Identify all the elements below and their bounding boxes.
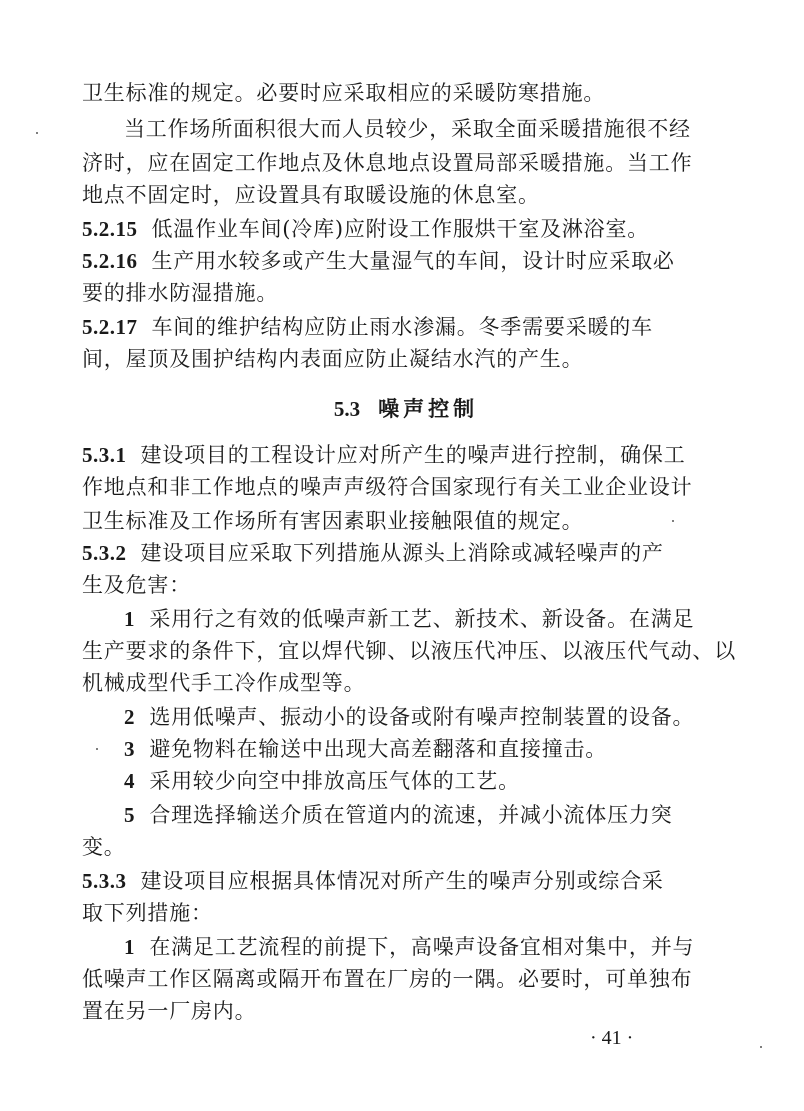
- paragraph-line: 机械成型代手工冷作成型等。: [82, 671, 366, 695]
- section-heading: [0, 394, 804, 424]
- section-number: 5.3: [333, 397, 361, 421]
- clause-number: 5.3.3: [82, 869, 127, 893]
- clause-5-2-16: 5.2.16 生产用水较多或产生大量湿气的车间，设计时应采取必: [82, 249, 675, 273]
- section-title: 噪声控制: [378, 396, 479, 421]
- scan-speck: [672, 520, 674, 522]
- list-item-5: 5 合理选择输送介质在管道内的流速，并减小流体压力突: [124, 803, 673, 827]
- paragraph-line: 要的排水防湿措施。: [82, 281, 279, 305]
- list-number: 4: [124, 769, 136, 793]
- clause-number: 5.2.16: [82, 249, 138, 273]
- list-number: 3: [124, 737, 136, 761]
- paragraph-line: 低噪声工作区隔离或隔开布置在厂房的一隅。必要时，可单独布: [82, 967, 693, 991]
- paragraph-line: 间，屋顶及围护结构内表面应防止凝结水汽的产生。: [82, 347, 584, 371]
- list-item-1b: 1 在满足工艺流程的前提下，高噪声设备宜相对集中，并与: [124, 935, 695, 959]
- clause-5-2-17: 5.2.17 车间的维护结构应防止雨水渗漏。冬季需要采暖的车: [82, 315, 653, 339]
- list-item-2: 2 选用低噪声、振动小的设备或附有噪声控制装置的设备。: [124, 705, 695, 729]
- paragraph-line: 变。: [82, 835, 126, 859]
- paragraph-line: 卫生标准的规定。必要时应采取相应的采暖防寒措施。: [82, 81, 606, 105]
- list-item-3: 3 避免物料在输送中出现大高差翻落和直接撞击。: [124, 737, 608, 761]
- clause-number: 5.2.15: [82, 217, 138, 241]
- paragraph-line: 置在另一厂房内。: [82, 999, 257, 1023]
- paragraph-line: 取下列措施：: [82, 901, 213, 925]
- scan-speck: [96, 748, 98, 750]
- clause-number: 5.2.17: [82, 315, 138, 339]
- paragraph-line: 作地点和非工作地点的噪声声级符合国家现行有关工业企业设计: [82, 475, 693, 499]
- scan-speck: [36, 132, 38, 134]
- list-number: 1: [124, 935, 136, 959]
- list-item-4: 4 采用较少向空中排放高压气体的工艺。: [124, 769, 520, 793]
- clause-5-3-1: 5.3.1 建设项目的工程设计应对所产生的噪声进行控制，确保工: [82, 443, 686, 467]
- list-number: 1: [124, 607, 136, 631]
- paragraph-line: 生产要求的条件下，宜以焊代铆、以液压代冲压、以液压代气动、以: [82, 639, 736, 663]
- clause-5-3-2: 5.3.2 建设项目应采取下列措施从源头上消除或减轻噪声的产: [82, 541, 664, 565]
- page-number: · 41 ·: [590, 1027, 634, 1049]
- list-item-1: 1 采用行之有效的低噪声新工艺、新技术、新设备。在满足: [124, 607, 695, 631]
- paragraph-line: 当工作场所面积很大而人员较少，采取全面采暖措施很不经: [124, 117, 691, 141]
- paragraph-line: 济时，应在固定工作地点及休息地点设置局部采暖措施。当工作: [82, 151, 693, 175]
- paragraph-line: 地点不固定时，应设置具有取暖设施的休息室。: [82, 183, 540, 207]
- list-number: 2: [124, 705, 136, 729]
- clause-number: 5.3.2: [82, 541, 127, 565]
- clause-5-3-3: 5.3.3 建设项目应根据具体情况对所产生的噪声分别或综合采: [82, 869, 664, 893]
- list-number: 5: [124, 803, 136, 827]
- paragraph-line: 卫生标准及工作场所有害因素职业接触限值的规定。: [82, 509, 584, 533]
- scan-speck: [760, 1046, 762, 1048]
- clause-5-2-15: 5.2.15 低温作业车间(冷库)应附设工作服烘干室及淋浴室。: [82, 217, 650, 241]
- paragraph-line: 生及危害：: [82, 573, 191, 597]
- clause-number: 5.3.1: [82, 443, 127, 467]
